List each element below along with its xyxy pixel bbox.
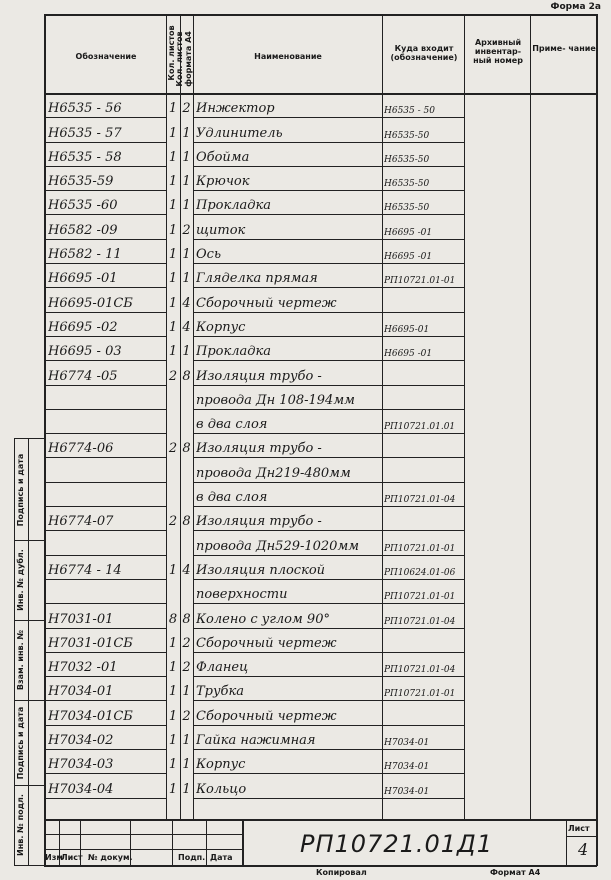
row-designation	[48, 460, 164, 484]
row-designation: Н6774-07	[48, 514, 114, 530]
row-name: Сборочный чертеж	[196, 708, 337, 724]
row-underline	[194, 725, 382, 726]
row-underline	[194, 312, 382, 313]
row-name: Крючок	[196, 174, 250, 190]
row-underline	[46, 506, 166, 507]
row-underline	[194, 190, 382, 191]
row-name: провода Дн219-480мм	[196, 465, 351, 481]
row-a4-count: 4	[182, 562, 191, 578]
row-name: Сборочный чертеж	[196, 635, 337, 651]
tb-sheet-sep	[566, 836, 597, 837]
row-underline	[383, 555, 464, 556]
table-row	[0, 751, 611, 775]
row-underline	[194, 798, 382, 799]
row-underline	[383, 336, 464, 337]
table-row	[0, 314, 611, 338]
row-underline	[383, 409, 464, 410]
tb-col-5	[206, 819, 207, 866]
row-underline	[194, 603, 382, 604]
row-underline	[194, 117, 382, 118]
row-name: щиток	[196, 222, 246, 238]
row-sheet-count: 2	[168, 514, 178, 530]
row-underline	[383, 142, 464, 143]
row-underline	[46, 263, 166, 264]
row-a4-count	[180, 460, 193, 484]
row-name: Прокладка	[196, 198, 272, 214]
row-underline	[46, 676, 166, 677]
tb-label-list: Лист	[61, 853, 83, 862]
row-name: провода Дн529-1020мм	[196, 538, 360, 554]
tb-label-doc-num: № докум.	[88, 853, 133, 862]
row-name: в два слоя	[196, 417, 268, 433]
document-code: РП10721.01Д1	[300, 830, 494, 858]
row-where-included	[384, 703, 464, 727]
row-where-included: Н6535-50	[384, 154, 430, 165]
row-where-included: Н6535-50	[384, 130, 430, 141]
row-underline	[46, 190, 166, 191]
row-a4-count: 2	[182, 222, 191, 238]
row-name: Гляделка прямая	[196, 271, 318, 287]
table-row	[0, 265, 611, 289]
row-name: Инжектор	[196, 101, 275, 117]
row-name: провода Дн 108-194мм	[196, 392, 355, 408]
row-underline	[383, 166, 464, 167]
row-name: Прокладка	[196, 344, 272, 360]
table-row	[0, 95, 611, 119]
row-underline	[46, 287, 166, 288]
row-where-included: РП10721.01.01	[384, 422, 456, 433]
row-underline	[383, 239, 464, 240]
row-underline	[194, 676, 382, 677]
row-underline	[194, 506, 382, 507]
row-underline	[46, 117, 166, 118]
table-row	[0, 119, 611, 143]
row-where-included: Н7034-01	[384, 762, 430, 773]
row-where-included: Н6535-50	[384, 203, 430, 214]
row-underline	[383, 628, 464, 629]
row-where-included: РП10721.01-01	[384, 276, 456, 287]
row-a4-count: 1	[182, 271, 191, 287]
row-designation: Н7034-02	[48, 733, 114, 749]
row-underline	[46, 628, 166, 629]
row-where-included: Н6695 -01	[384, 349, 433, 360]
row-designation: Н6535-59	[48, 174, 114, 190]
row-name: поверхности	[196, 587, 288, 603]
footer-copied: Копировал	[316, 868, 367, 877]
row-a4-count: 8	[182, 441, 191, 457]
row-underline	[194, 336, 382, 337]
row-sheet-count: 8	[168, 611, 178, 627]
row-underline	[46, 457, 166, 458]
table-row	[0, 727, 611, 751]
row-underline	[383, 117, 464, 118]
row-a4-count: 1	[182, 198, 191, 214]
tb-col-7	[566, 819, 567, 866]
frame-bottom-line	[44, 865, 597, 867]
row-where-included: РП10721.01-04	[384, 665, 456, 676]
header-where-included: Куда входит (обозначение)	[390, 44, 458, 62]
row-a4-count	[180, 387, 193, 411]
row-underline	[383, 482, 464, 483]
row-name: Изоляция трубо -	[196, 368, 322, 384]
row-a4-count: 1	[182, 125, 191, 141]
row-underline	[46, 482, 166, 483]
row-underline	[383, 749, 464, 750]
row-a4-count: 4	[182, 295, 191, 311]
row-where-included: РП10721.01-04	[384, 495, 456, 506]
row-underline	[194, 555, 382, 556]
row-underline	[46, 798, 166, 799]
row-sheet-count	[166, 387, 180, 411]
row-underline	[194, 457, 382, 458]
row-name: Удлинитель	[196, 125, 283, 141]
row-sheet-count: 1	[168, 222, 178, 238]
row-a4-count	[180, 581, 193, 605]
row-underline	[383, 652, 464, 653]
header-note: Приме- чание	[532, 44, 596, 53]
frame-top-line	[44, 14, 597, 16]
table-row	[0, 241, 611, 265]
row-sheet-count	[166, 460, 180, 484]
row-where-included: РП10624.01-06	[384, 567, 456, 578]
row-underline	[383, 457, 464, 458]
row-underline	[383, 798, 464, 799]
row-sheet-count: 1	[168, 295, 178, 311]
row-underline	[46, 700, 166, 701]
row-underline	[383, 506, 464, 507]
title-block-row1	[44, 834, 242, 835]
table-row	[0, 703, 611, 727]
row-name: Корпус	[196, 319, 246, 335]
row-name: Трубка	[196, 684, 244, 700]
row-designation	[48, 411, 164, 435]
row-underline	[46, 166, 166, 167]
row-where-included: Н6695-01	[384, 324, 430, 335]
row-a4-count: 8	[182, 368, 191, 384]
row-underline	[46, 652, 166, 653]
row-a4-count: 1	[182, 781, 191, 797]
row-sheet-count: 1	[168, 660, 178, 676]
tb-label-podp: Подп.	[178, 853, 206, 862]
row-designation	[48, 387, 164, 411]
row-sheet-count: 2	[168, 368, 178, 384]
row-underline	[194, 409, 382, 410]
row-a4-count: 1	[182, 174, 191, 190]
row-name: Изоляция трубо -	[196, 441, 322, 457]
row-underline	[383, 385, 464, 386]
row-where-included	[384, 435, 464, 459]
row-sheet-count	[166, 581, 180, 605]
row-where-included	[384, 387, 464, 411]
row-underline	[383, 433, 464, 434]
row-a4-count: 1	[182, 344, 191, 360]
row-designation: Н6535 - 57	[48, 125, 122, 141]
row-sheet-count: 1	[168, 247, 178, 263]
table-row	[0, 192, 611, 216]
row-designation: Н6695-01СБ	[48, 295, 133, 311]
side-label-vzam-inv: Взам. инв. №	[16, 629, 25, 691]
row-a4-count: 1	[182, 757, 191, 773]
row-designation: Н7032 -01	[48, 660, 118, 676]
row-underline	[383, 773, 464, 774]
row-a4-count: 1	[182, 149, 191, 165]
row-sheet-count: 1	[168, 562, 178, 578]
row-designation: Н7034-03	[48, 757, 114, 773]
row-name: Ось	[196, 247, 222, 263]
row-underline	[46, 749, 166, 750]
row-designation: Н6695 - 03	[48, 344, 122, 360]
row-sheet-count	[166, 532, 180, 556]
table-row	[0, 654, 611, 678]
side-label-inv-podl: Инв. № подл.	[16, 794, 25, 856]
row-designation: Н6695 -01	[48, 271, 118, 287]
tb-sheet-label: Лист	[568, 824, 590, 833]
row-a4-count: 8	[182, 611, 191, 627]
row-name: Корпус	[196, 757, 246, 773]
row-where-included: РП10721.01-01	[384, 543, 456, 554]
row-a4-count	[180, 532, 193, 556]
row-sheet-count: 1	[168, 125, 178, 141]
row-underline	[383, 360, 464, 361]
row-underline	[383, 287, 464, 288]
row-designation: Н6695 -02	[48, 319, 118, 335]
row-where-included	[384, 630, 464, 654]
row-underline	[383, 579, 464, 580]
row-where-included	[384, 362, 464, 386]
table-row	[0, 289, 611, 313]
table-row	[0, 217, 611, 241]
row-designation: Н7031-01	[48, 611, 114, 627]
header-archive-number: Архивный инвентар- ный номер	[473, 38, 523, 65]
side-label-signature-date-top: Подпись и дата	[16, 453, 25, 527]
row-designation: Н7034-01	[48, 684, 114, 700]
header-name: Наименование	[254, 52, 322, 61]
row-sheet-count: 1	[168, 781, 178, 797]
tb-label-izm: Изм	[45, 853, 63, 862]
row-designation: Н6774-06	[48, 441, 114, 457]
row-name: Кольцо	[196, 781, 247, 797]
table-row	[0, 168, 611, 192]
row-underline	[46, 555, 166, 556]
row-underline	[46, 773, 166, 774]
row-designation: Н6535 - 56	[48, 101, 122, 117]
row-underline	[383, 603, 464, 604]
table-row	[0, 362, 611, 386]
header-designation: Обозначение	[75, 52, 137, 61]
row-sheet-count: 1	[168, 198, 178, 214]
row-sheet-count: 1	[168, 174, 178, 190]
tb-sheet-number: 4	[578, 840, 589, 859]
row-designation: Н6582 - 11	[48, 247, 122, 263]
row-sheet-count: 1	[168, 101, 178, 117]
row-underline	[383, 312, 464, 313]
row-underline	[46, 603, 166, 604]
row-designation: Н7034-04	[48, 781, 114, 797]
row-underline	[194, 433, 382, 434]
tb-col-6	[242, 819, 244, 866]
row-underline	[194, 214, 382, 215]
row-underline	[383, 700, 464, 701]
row-sheet-count: 1	[168, 149, 178, 165]
row-name: Сборочный чертеж	[196, 295, 337, 311]
row-where-included: РП10721.01-04	[384, 616, 456, 627]
row-underline	[194, 360, 382, 361]
row-where-included: Н7034-01	[384, 786, 430, 797]
row-underline	[194, 385, 382, 386]
row-underline	[194, 142, 382, 143]
table-row	[0, 630, 611, 654]
row-name: Изоляция плоской	[196, 562, 326, 578]
row-sheet-count: 1	[168, 344, 178, 360]
row-underline	[46, 360, 166, 361]
row-where-included: Н6535-50	[384, 179, 430, 190]
header-format-a4: Кол. листов формата А4	[175, 31, 193, 87]
row-name: Изоляция трубо -	[196, 514, 322, 530]
row-underline	[194, 530, 382, 531]
row-underline	[383, 190, 464, 191]
row-underline	[194, 773, 382, 774]
row-a4-count: 4	[182, 319, 191, 335]
row-a4-count: 1	[182, 247, 191, 263]
row-designation	[48, 532, 164, 556]
row-underline	[383, 530, 464, 531]
row-a4-count	[180, 484, 193, 508]
row-underline	[194, 700, 382, 701]
row-designation: Н6774 -05	[48, 368, 118, 384]
table-row	[0, 581, 611, 605]
row-designation	[48, 581, 164, 605]
title-block-top	[44, 819, 597, 821]
row-where-included: Н6695 -01	[384, 252, 433, 263]
table-row	[0, 508, 611, 532]
side-label-inv-dubl: Инв. № дубл.	[16, 549, 25, 611]
table-row	[0, 678, 611, 702]
row-designation	[48, 484, 164, 508]
row-sheet-count: 1	[168, 319, 178, 335]
row-designation: Н7031-01СБ	[48, 635, 133, 651]
row-underline	[194, 652, 382, 653]
row-underline	[46, 142, 166, 143]
row-underline	[46, 433, 166, 434]
table-row	[0, 144, 611, 168]
row-sheet-count	[166, 484, 180, 508]
tb-label-data: Дата	[210, 853, 233, 862]
row-underline	[383, 676, 464, 677]
row-underline	[194, 239, 382, 240]
row-designation: Н6774 - 14	[48, 562, 122, 578]
table-row	[0, 557, 611, 581]
row-designation: Н6535 -60	[48, 198, 118, 214]
row-underline	[194, 166, 382, 167]
tb-col-4	[172, 819, 173, 866]
row-where-included	[384, 508, 464, 532]
row-underline	[46, 530, 166, 531]
row-name: Колено с углом 90°	[196, 611, 330, 627]
row-sheet-count: 1	[168, 635, 178, 651]
row-designation: Н7034-01СБ	[48, 708, 133, 724]
row-sheet-count: 1	[168, 757, 178, 773]
row-underline	[46, 409, 166, 410]
footer-format: Формат А4	[490, 868, 541, 877]
row-sheet-count: 2	[168, 441, 178, 457]
table-row	[0, 605, 611, 629]
table-row	[0, 484, 611, 508]
row-underline	[46, 579, 166, 580]
row-underline	[194, 482, 382, 483]
table-row	[0, 435, 611, 459]
row-sheet-count: 1	[168, 684, 178, 700]
row-a4-count: 2	[182, 635, 191, 651]
row-a4-count: 2	[182, 101, 191, 117]
row-underline	[46, 214, 166, 215]
row-designation: Н6582 -09	[48, 222, 118, 238]
row-sheet-count: 1	[168, 733, 178, 749]
row-where-included: Н7034-01	[384, 738, 430, 749]
table-row	[0, 338, 611, 362]
row-where-included: РП10721.01-01	[384, 592, 456, 603]
row-a4-count: 1	[182, 684, 191, 700]
row-underline	[46, 385, 166, 386]
row-name: Обойма	[196, 149, 250, 165]
row-a4-count: 2	[182, 708, 191, 724]
row-where-included: РП10721.01-01	[384, 689, 456, 700]
title-block-row2	[44, 849, 242, 850]
row-where-included	[384, 460, 464, 484]
table-row	[0, 775, 611, 799]
table-row	[0, 532, 611, 556]
row-name: в два слоя	[196, 490, 268, 506]
table-row	[0, 411, 611, 435]
side-label-signature-date-bottom: Подпись и дата	[16, 706, 25, 780]
row-underline	[194, 579, 382, 580]
row-where-included: Н6695 -01	[384, 227, 433, 238]
row-a4-count: 2	[182, 660, 191, 676]
row-name: Гайка нажимная	[196, 733, 316, 749]
row-underline	[383, 263, 464, 264]
form-label: Форма 2а	[550, 2, 601, 12]
row-underline	[194, 287, 382, 288]
row-a4-count: 1	[182, 733, 191, 749]
row-underline	[46, 312, 166, 313]
header-sheet-count: Кол. листов	[167, 25, 176, 81]
row-underline	[194, 628, 382, 629]
row-underline	[194, 749, 382, 750]
row-a4-count	[180, 411, 193, 435]
row-designation: Н6535 - 58	[48, 149, 122, 165]
row-underline	[46, 725, 166, 726]
row-name: Фланец	[196, 660, 249, 676]
row-underline	[383, 214, 464, 215]
table-row	[0, 387, 611, 411]
row-underline	[46, 336, 166, 337]
row-sheet-count: 1	[168, 708, 178, 724]
row-underline	[46, 239, 166, 240]
row-a4-count: 8	[182, 514, 191, 530]
row-where-included	[384, 289, 464, 313]
row-sheet-count: 1	[168, 271, 178, 287]
row-sheet-count	[166, 411, 180, 435]
row-underline	[194, 263, 382, 264]
row-where-included: Н6535 - 50	[384, 106, 435, 117]
table-row	[0, 460, 611, 484]
row-underline	[383, 725, 464, 726]
